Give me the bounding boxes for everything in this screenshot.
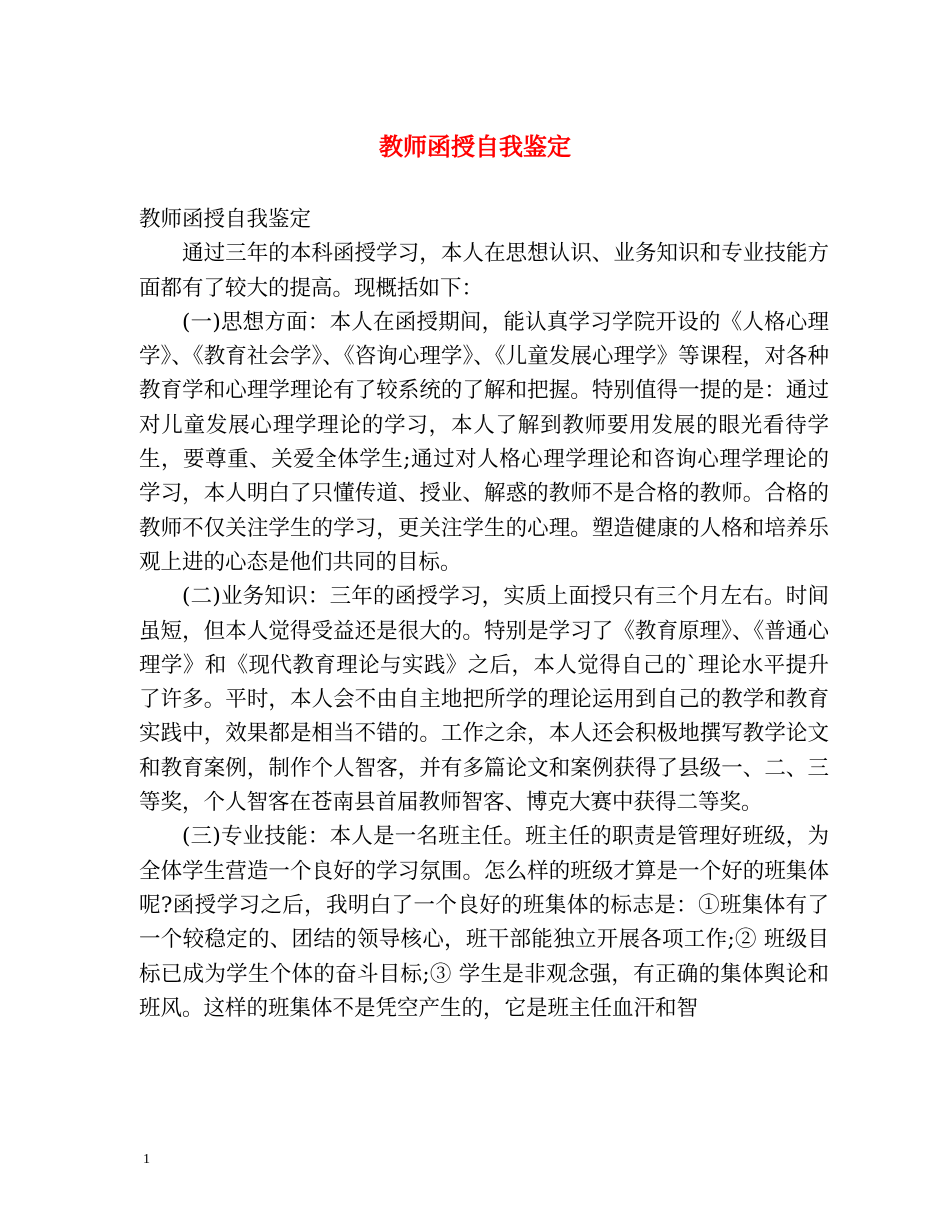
paragraph-intro: 通过三年的本科函授学习，本人在思想认识、业务知识和专业技能方面都有了较大的提高。现概括如下： [139, 241, 829, 301]
paragraph-business-knowledge: (二)业务知识：三年的函授学习，实质上面授只有三个月左右。时间虽短，但本人觉得受益还是很大的。特别是学习了《教育原理》、《普通心理学》和《现代教育理论与实践》之后，本人觉得自己的`理论水平提升了许多。平时，本人会不由自主地把所学的理论运用到自己的教学和教育实践中，效果都是相当不错的。工作之余，本人还会积极地撰写教学论文和教育案例，制作个人智客，并有多篇论文和案例获得了县级一、二、三等奖，个人智客在苍南县首届教师智客、博克大赛中获得二等奖。 [139, 584, 829, 816]
page-number: 1 [143, 1152, 150, 1167]
document-body [139, 203, 829, 1026]
paragraph-professional-skills: (三)专业技能：本人是一名班主任。班主任的职责是管理好班级，为全体学生营造一个良好的学习氛围。怎么样的班级才算是一个好的班集体呢?函授学习之后，我明白了一个良好的班集体的标志是：①班集体有了一个较稳定的、团结的领导核心，班干部能独立开展各项工作;② 班级目标已成为学生个体的奋斗目标;③ 学生是非观念强，有正确的集体舆论和班风。这样的班集体不是凭空产生的，它是班主任血汗和智 [139, 824, 829, 1021]
document-title: 教师函授自我鉴定 [379, 132, 571, 161]
document-subtitle: 教师函授自我鉴定 [139, 207, 312, 232]
paragraph-thought: (一)思想方面：本人在函授期间，能认真学习学院开设的《人格心理学》、《教育社会学》、《咨询心理学》、《儿童发展心理学》等课程，对各种教育学和心理学理论有了较系统的了解和把握。特别值得一提的是：通过对儿童发展心理学理论的学习，本人了解到教师要用发展的眼光看待学生，要尊重、关爱全体学生;通过对人格心理学理论和咨询心理学理论的学习，本人明白了只懂传道、授业、解惑的教师不是合格的教师。合格的教师不仅关注学生的学习，更关注学生的心理。塑造健康的人格和培养乐观上进的心态是他们共同的目标。 [139, 309, 829, 575]
